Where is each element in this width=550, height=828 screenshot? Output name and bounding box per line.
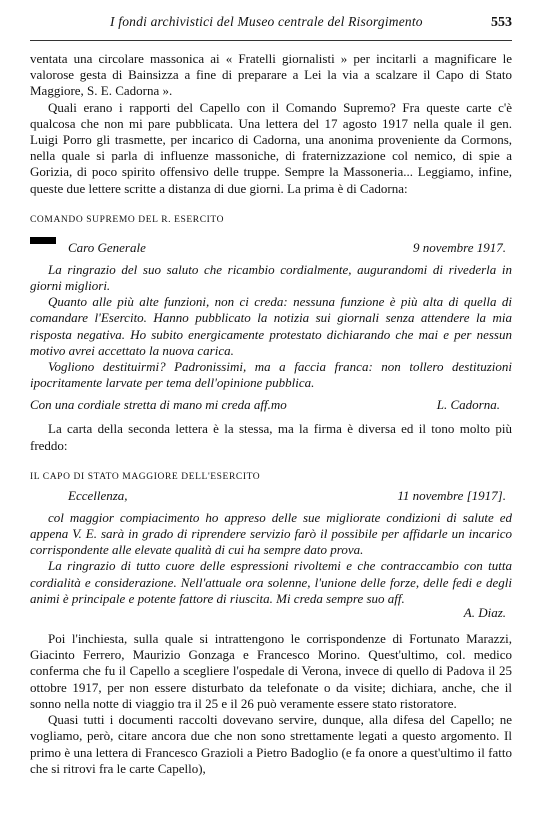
- paragraph: ventata una circolare massonica ai « Fratelli giornalisti » per incitarli a magnificare le valorose gesta di Bainsizza a fine di preparare a Lei la via a scalzare il Capo di Stato Maggiore, S. E. Cadorna ».: [30, 51, 512, 99]
- paragraph: Quasi tutti i documenti raccolti dovevano servire, dunque, alla difesa del Capello; ne vogliamo, però, citare ancora due che non sono strettamente legati a questo argomento. Il primo è una lettera di Francesco Grazioli a Pietro Badoglio (e fa onore a quest'ultimo il fatto che si ritrovi fra le carte Capello),: [30, 712, 512, 776]
- page-number: 553: [491, 15, 512, 30]
- letter-salutation: Caro Generale: [68, 239, 146, 255]
- paragraph: La carta della seconda lettera è la stessa, ma la firma è diversa ed il tono molto più freddo:: [30, 421, 512, 453]
- letter-salutation: Eccellenza,: [68, 487, 128, 503]
- letter-closing: Con una cordiale stretta di mano mi creda aff.mo: [30, 397, 287, 413]
- letter-paragraph: La ringrazio del suo saluto che ricambio cordialmente, augurandomi di rivederla in giorni migliori.: [30, 261, 512, 294]
- letter-paragraph: Quanto alle più alte funzioni, non ci creda: nessuna funzione è più alta di quella di comandare l'Esercito. Hanno pubblicato la notizia sui giornali senza attendere la mia risposta negativa. Ho subito energicamente protestato dichiarando che mai e per nessun motivo avrei accettato la nuova carica.: [30, 294, 512, 358]
- running-header: [30, 14, 512, 36]
- letter-heading-text: IL CAPO DI STATO MAGGIORE DELL'ESERCITO: [30, 471, 261, 482]
- letter-closing-row: [30, 397, 512, 413]
- letter-heading: [30, 472, 512, 482]
- letter-salutation-row: [30, 488, 512, 504]
- paragraph: Poi l'inchiesta, sulla quale si intrattengono le corrispondenze di Fortunato Marazzi, Giacinto Ferrero, Maurizio Gonzaga e Francesco Morino. Quest'ultimo, col. medico conferma che fu il Capello a scegliere l'ospedale di Verona, invece di quello di Padova il 25 ottobre 1917, per non essere disturbato da telefonate o da visite; dichiara, anche, che il sonno nella notte di viaggio tra il 25 e il 26 può veramente essere stato ristoratore.: [30, 631, 512, 711]
- letter-heading: [30, 215, 512, 225]
- letter-date: 11 novembre [1917].: [397, 487, 506, 503]
- paragraph: Quali erano i rapporti del Capello con il Comando Supremo? Fra queste carte c'è qualcosa che non mi pare pubblicata. Una lettera del 17 agosto 1917 nella quale il gen. Luigi Porro gli trasmette, per incarico di Cadorna, una anonima proveniente da Cormons, nella quale si parla di influenze massoniche, di fraternizzazione col nemico, di spie a Gorizia, di poco spirito offensivo delle truppe. Sempre la Massoneria... Leggiamo, infine, queste due lettere scritte a distanza di due giorni. La prima è di Cadorna:: [30, 99, 512, 196]
- letter-heading-text: COMANDO SUPREMO DEL R. ESERCITO: [30, 214, 225, 225]
- redaction-bar: [30, 231, 512, 238]
- running-title: I fondi archivistici del Museo centrale del Risorgimento: [110, 14, 423, 29]
- letter-signature: L. Cadorna.: [436, 397, 500, 413]
- letter-salutation-row: [30, 240, 512, 256]
- letter-paragraph: Vogliono destituirmi? Padronissimi, ma a faccia franca: non tollero destituzioni ipocritamente larvate per tema dell'opinione pubblica.: [30, 359, 512, 391]
- letter-date: 9 novembre 1917.: [412, 239, 506, 255]
- letter-signature: A. Diaz.: [463, 605, 506, 621]
- letter-paragraph: col maggior compiacimento ho appreso delle sue migliorate condizioni di salute ed appena V. E. sarà in grado di riprendere servizio farò il possibile per affidarle un incarico corrispondente alle elevate qualità di cui ha sempre dato prova.: [30, 509, 512, 558]
- header-rule: [30, 40, 512, 41]
- letter-paragraph: La ringrazio di tutto cuore delle espressioni rivoltemi e che contraccambio con tutta cordialità e considerazione. Nell'attuale ora solenne, l'unione delle forze, delle fedi e degli animi è principale e potente fattore di riuscita. Mi creda sempre suo aff.: [30, 558, 512, 606]
